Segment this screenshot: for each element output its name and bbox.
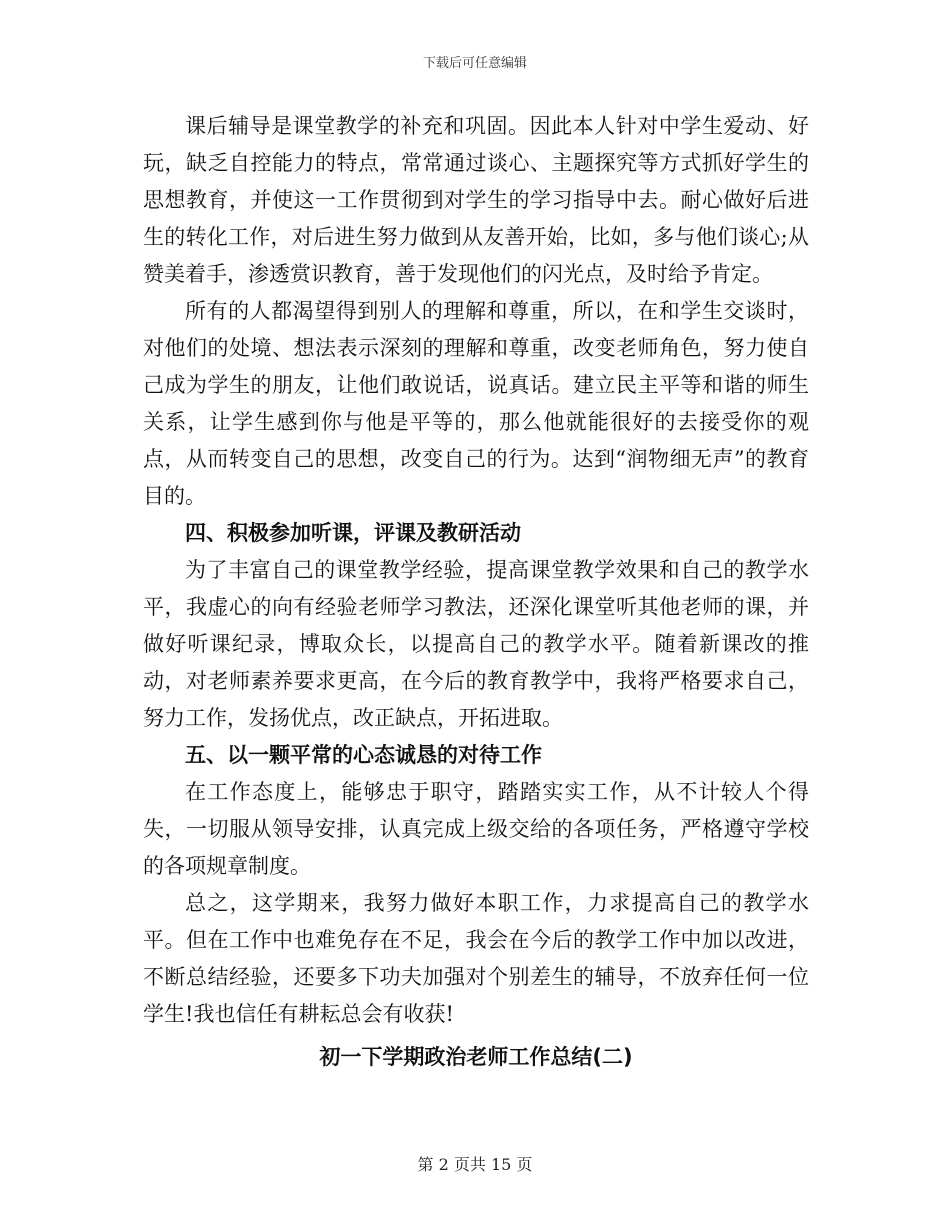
next-section-title: 初一下学期政治老师工作总结(二) (319, 1045, 633, 1069)
paragraph-work-attitude: 在工作态度上，能够忠于职守，踏踏实实工作，从不计较人个得失，一切服从领导安排，认真完成上级交给的各项任务，严格遵守学校的各项规章制度。 (143, 780, 809, 878)
page-number-footer: 第 2 页共 15 页 (417, 1155, 533, 1174)
page-header: 下载后可任意编辑 (422, 56, 527, 71)
heading-section-four: 四、积极参加听课，评课及教研活动 (185, 521, 521, 545)
paragraph-after-class-tutoring: 课后辅导是课堂教学的补充和巩固。因此本人针对中学生爱动、好玩，缺乏自控能力的特点，常常通过谈心、主题探究等方式抓好学生的思想教育，并使这一工作贯彻到对学生的学习指导中去。耐心做好后进生的转化工作，对后进生努力做到从友善开始，比如，多与他们谈心;从赞美着手，渗透赏识教育，善于发现他们的闪光点，及时给予肯定。 (143, 114, 809, 286)
paragraph-conclusion: 总之，这学期来，我努力做好本职工作，力求提高自己的教学水平。但在工作中也难免存在不足，我会在今后的教学工作中加以改进，不断总结经验，还要多下功夫加强对个别差生的辅导，不放弃任何一位学生!我也信任有耕耘总会有收获! (143, 891, 809, 1026)
paragraph-understanding-respect: 所有的人都渴望得到别人的理解和尊重，所以，在和学生交谈时，对他们的处境、想法表示深刻的理解和尊重，改变老师角色，努力使自己成为学生的朋友，让他们敢说话，说真话。建立民主平等和谐的师生关系，让学生感到你与他是平等的，那么他就能很好的去接受你的观点，从而转变自己的思想，改变自己的行为。达到“润物细无声”的教育目的。 (143, 299, 809, 508)
document-body (143, 108, 809, 1076)
heading-section-five: 五、以一颗平常的心态诚恳的对待工作 (185, 743, 542, 767)
paragraph-lesson-observation: 为了丰富自己的课堂教学经验，提高课堂教学效果和自己的教学水平，我虚心的向有经验老师学习教法，还深化课堂听其他老师的课，并做好听课纪录，博取众长，以提高自己的教学水平。随着新课改的推动，对老师素养要求更高，在今后的教育教学中，我将严格要求自己，努力工作，发扬优点，改正缺点，开拓进取。 (143, 558, 809, 730)
